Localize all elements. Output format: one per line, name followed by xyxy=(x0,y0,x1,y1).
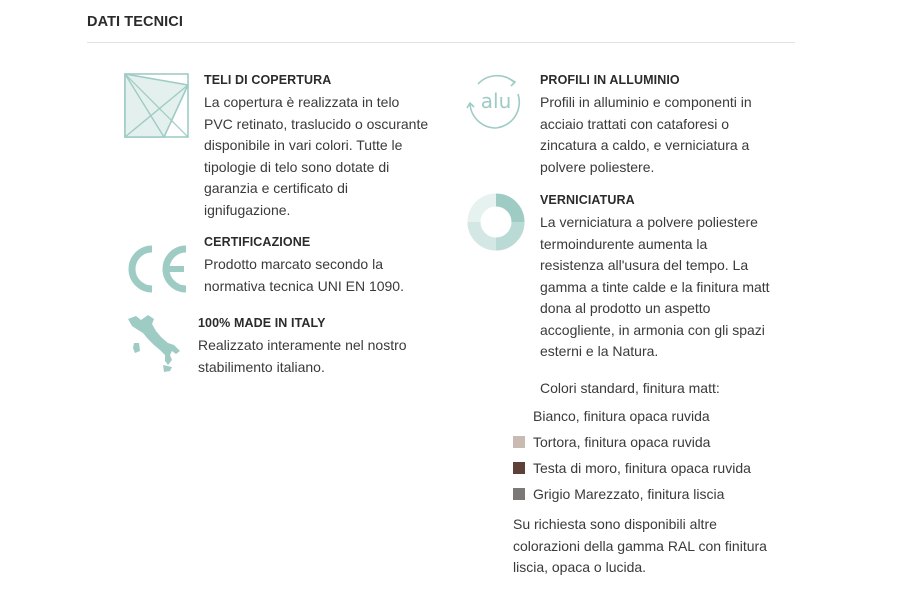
section-title: DATI TECNICI xyxy=(87,14,183,30)
ral-note: Su richiesta sono disponibili altre colorazioni della gamma RAL con finitura liscia, opaca o lucida. xyxy=(513,516,767,575)
alu-icon-label: alu xyxy=(480,89,512,113)
italy-text: Realizzato interamente nel nostro stabilimento italiano. xyxy=(198,337,407,375)
italy-title: 100% MADE IN ITALY xyxy=(198,316,326,330)
ce-mark-icon xyxy=(124,245,190,293)
verniciatura-title: VERNICIATURA xyxy=(540,193,635,207)
color-swatch-tortora xyxy=(513,436,525,448)
teli-block xyxy=(204,73,464,221)
alu-recycle-icon xyxy=(466,72,526,132)
color-swatch-bianco xyxy=(513,410,525,422)
colors-heading: Colori standard, finitura matt: xyxy=(540,380,720,396)
color-label-grigio-marezzato: Grigio Marezzato, finitura liscia xyxy=(533,486,725,502)
teli-title: TELI DI COPERTURA xyxy=(204,73,332,87)
certificazione-text: Prodotto marcato secondo la normativa tecnica UNI EN 1090. xyxy=(204,256,404,294)
paint-ring-icon xyxy=(467,193,525,251)
color-label-testa-di-moro: Testa di moro, finitura opaca ruvida xyxy=(533,460,751,476)
certificazione-block xyxy=(204,235,464,297)
color-label-tortora: Tortora, finitura opaca ruvida xyxy=(533,434,711,450)
italy-map-icon xyxy=(126,313,184,375)
profili-text: Profili in alluminio e componenti in acciaio trattati con cataforesi o zincatura a caldo, e verniciatura a polvere poliestere. xyxy=(540,94,752,175)
verniciatura-text: La verniciatura a polvere poliestere termoindurente aumenta la resistenza all'usura del tempo. La gamma a tinte calde e la finitura matt dona al prodotto un aspetto accogliente, in armonia con gli spazi esterni e la Natura. xyxy=(540,214,770,359)
color-swatch-testa-di-moro xyxy=(513,462,525,474)
profili-block xyxy=(540,73,810,178)
certificazione-title: CERTIFICAZIONE xyxy=(204,235,311,249)
fabric-cover-icon xyxy=(124,73,189,138)
italy-block xyxy=(198,316,458,378)
profili-title: PROFILI IN ALLUMINIO xyxy=(540,73,680,87)
teli-text: La copertura è realizzata in telo PVC retinato, traslucido o oscurante disponibile in vari colori. Tutte le tipologie di telo sono dotate di garanzia e certificato di ignifugazione. xyxy=(204,94,429,218)
color-swatch-grigio-marezzato xyxy=(513,488,525,500)
color-label-bianco: Bianco, finitura opaca ruvida xyxy=(533,408,710,424)
verniciatura-block xyxy=(540,193,820,363)
section-divider xyxy=(87,42,795,43)
